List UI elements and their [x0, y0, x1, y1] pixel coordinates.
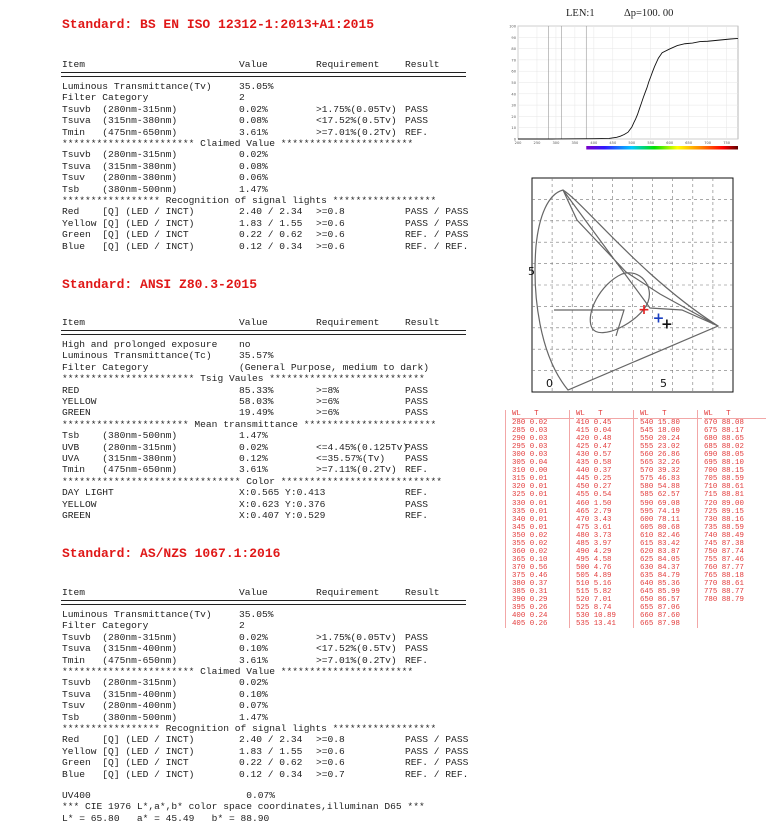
wl-column [633, 410, 702, 628]
table-cell: 0.08% [239, 115, 268, 127]
wl-row: 645 85.99 [640, 588, 680, 597]
cie-marker-blue: + [652, 310, 665, 327]
table-cell: 2.40 / 2.34 [239, 734, 303, 746]
cie-chromaticity-chart [530, 176, 735, 394]
wl-row: 370 0.56 [512, 563, 548, 572]
wl-row: 520 7.01 [576, 596, 612, 605]
table-cell: Luminous Transmittance(Tv) [62, 81, 212, 92]
footer-line: UV400 0.07% [62, 790, 276, 801]
table-cell: PASS / PASS [405, 745, 469, 757]
wl-row: 730 88.16 [704, 515, 744, 524]
table-cell: >=7.01%(0.2Tv) [316, 126, 397, 138]
table-cell: PASS [405, 631, 429, 643]
wl-row: 390 0.29 [512, 596, 548, 605]
table-cell: X:0.565 Y:0.413 [239, 487, 326, 499]
wl-row: 310 0.00 [512, 467, 548, 476]
table-cell: Red [Q] (LED / INCT) [62, 206, 195, 218]
table-cell: REF. [405, 464, 429, 476]
cie-marker-black: + [660, 316, 673, 333]
table-cell: Yellow [Q] (LED / INCT) [62, 217, 195, 229]
table-cell: REF. [405, 487, 429, 499]
table-cell: Luminous Transmittance(Tc) [62, 350, 212, 362]
wl-row: 565 32.26 [640, 459, 680, 468]
wl-row: 745 87.38 [704, 539, 744, 548]
column-header: Value [239, 59, 268, 70]
table-cell: 0.02% [239, 631, 268, 643]
wl-row: 675 88.17 [704, 427, 744, 436]
wl-row: 395 0.26 [512, 604, 548, 613]
y-tick-label: 30 [511, 103, 516, 108]
separator-line: ***************** Recognition of signal lights ****************** [62, 723, 437, 734]
table-cell: >=7.01%(0.2Tv) [316, 654, 397, 666]
wl-row [704, 604, 766, 612]
wl-row: 525 8.74 [576, 604, 612, 613]
table-cell: PASS [405, 643, 429, 655]
wl-row: 545 18.00 [640, 427, 680, 436]
table-cell: 3.61% [239, 464, 268, 476]
table-cell: 3.61% [239, 654, 268, 666]
x-tick-label: 650 [685, 141, 693, 145]
wl-row: 770 88.61 [704, 579, 744, 588]
table-cell: 0.07% [239, 700, 268, 712]
table-cell: Tmin (475nm-650nm) [62, 654, 178, 666]
table-cell: 1.83 / 1.55 [239, 217, 303, 229]
wl-row: 415 0.04 [576, 427, 612, 436]
table-cell: 0.02% [239, 441, 268, 453]
column-header: Requirement [316, 587, 380, 598]
wl-row: 420 0.48 [576, 435, 612, 444]
wl-row: 345 0.01 [512, 523, 548, 532]
wl-row: 405 0.26 [512, 620, 548, 629]
table-cell: REF. / PASS [405, 757, 469, 769]
table-cell: PASS [405, 396, 429, 407]
table-cell: REF. [405, 510, 429, 521]
table-cell: YELLOW [62, 498, 97, 510]
table-cell: >1.75%(0.05Tv) [316, 631, 397, 643]
wl-row: 590 69.08 [640, 499, 680, 508]
wl-row: 750 87.74 [704, 547, 744, 556]
table-cell: PASS [405, 453, 429, 464]
x-tick-label: 600 [666, 141, 674, 145]
table-cell: 35.05% [239, 609, 274, 620]
y-tick-label: 50 [511, 81, 516, 85]
table-cell: 35.05% [239, 81, 274, 92]
table-cell: Tsuvb (280nm-315nm) [62, 149, 178, 161]
table-cell: UVA (315nm-380nm) [62, 453, 178, 464]
wl-row: 605 80.68 [640, 523, 680, 532]
table-cell: 2.40 / 2.34 [239, 206, 303, 218]
wl-column [505, 410, 574, 628]
table-cell: no [239, 339, 251, 350]
wl-row: 620 83.87 [640, 547, 680, 556]
table-cell: 0.02% [239, 103, 268, 115]
wl-row: 695 88.10 [704, 459, 744, 468]
wl-row: 360 0.02 [512, 547, 548, 556]
wl-row: 425 0.47 [576, 443, 612, 452]
wl-row: 445 0.25 [576, 475, 612, 484]
table-cell: 0.10% [239, 643, 268, 655]
wl-row: 505 4.89 [576, 571, 612, 580]
table-cell: Tsb (380nm-500nm) [62, 430, 178, 442]
wl-row: 625 84.05 [640, 555, 680, 564]
wl-row: 385 0.31 [512, 588, 548, 597]
table-cell: Tsuvb (280nm-315nm) [62, 631, 178, 643]
table-cell: 1.83 / 1.55 [239, 745, 303, 757]
standard-title: Standard: ANSI Z80.3-2015 [62, 277, 258, 292]
wl-row [704, 612, 766, 620]
wl-row: 340 0.01 [512, 515, 548, 524]
y-tick-label: 20 [511, 114, 516, 119]
wl-row: 375 0.46 [512, 571, 548, 580]
table-cell: >=6% [316, 407, 340, 419]
x-tick-label: 200 [514, 141, 522, 145]
wl-row: 700 88.15 [704, 467, 744, 476]
wl-row [704, 620, 766, 628]
wl-row: 435 0.58 [576, 459, 612, 468]
origin-label: 0 [546, 377, 553, 390]
table-cell: 35.57% [239, 350, 274, 362]
header-rule [61, 600, 466, 601]
transmittance-spectrum-chart [506, 22, 744, 152]
table-cell: 1.47% [239, 183, 268, 195]
table-cell: >=0.6 [316, 745, 345, 757]
table-cell: Blue [Q] (LED / INCT) [62, 768, 195, 780]
separator-line: ********************** Mean transmittance *********************** [62, 418, 437, 430]
table-cell: 3.61% [239, 126, 268, 138]
y-tick-label: 10 [511, 126, 516, 131]
wl-row: 570 39.32 [640, 467, 680, 476]
delta-p-label: Δp=100. 00 [624, 8, 674, 19]
wl-row: 485 3.97 [576, 539, 612, 548]
table-cell: Tsuva (315nm-380nm) [62, 115, 178, 127]
wl-row: 450 0.27 [576, 483, 612, 492]
table-cell: RED [62, 384, 80, 396]
table-cell: >=6% [316, 396, 340, 407]
separator-line: *********************** Claimed Value *********************** [62, 138, 414, 149]
column-header: Value [239, 587, 268, 598]
table-cell: X:0.623 Y:0.376 [239, 498, 326, 510]
wl-row: 735 88.59 [704, 523, 744, 532]
table-cell: DAY LIGHT [62, 487, 114, 499]
wl-row: 410 0.45 [576, 419, 612, 428]
table-cell: UVB (280nm-315nm) [62, 441, 178, 453]
y-tick-label: 70 [511, 58, 516, 63]
wl-row: 400 0.24 [512, 612, 548, 621]
table-cell: GREEN [62, 510, 91, 521]
header-rule [61, 76, 466, 77]
wl-row: 550 20.24 [640, 435, 680, 444]
table-cell: <17.52%(0.5Tv) [316, 115, 397, 127]
table-cell: PASS [405, 441, 429, 453]
wl-row: 540 15.80 [640, 419, 680, 428]
wl-row: 295 0.03 [512, 443, 548, 452]
x-tick-label: 750 [723, 141, 731, 145]
wl-row: 610 82.46 [640, 531, 680, 540]
wl-row: 300 0.03 [512, 451, 548, 460]
wl-row: 595 74.19 [640, 507, 680, 516]
wl-row: 430 0.57 [576, 451, 612, 460]
table-cell: 0.02% [239, 677, 268, 689]
table-cell: Tsuvb (280nm-315nm) [62, 677, 178, 689]
separator-line: ***************** Recognition of signal lights ****************** [62, 195, 437, 206]
table-cell: Luminous Transmittance(Tv) [62, 609, 212, 620]
wl-row: 755 87.46 [704, 555, 744, 564]
table-cell: REF. / REF. [405, 768, 469, 780]
table-cell: Filter Category [62, 92, 149, 104]
table-cell: <=35.57%(Tv) [316, 453, 386, 464]
wl-column-header: WL T [512, 410, 574, 419]
y-tick-label: 80 [511, 47, 516, 52]
wl-row: 355 0.02 [512, 539, 548, 548]
axis-label-y: 5 [528, 265, 535, 278]
x-tick-label: 350 [571, 141, 579, 145]
table-cell: PASS / PASS [405, 734, 469, 746]
table-cell: High and prolonged exposure [62, 339, 218, 350]
table-cell: PASS / PASS [405, 206, 469, 218]
table-cell: PASS [405, 407, 429, 419]
table-cell: 2 [239, 620, 245, 632]
table-cell: >=0.8 [316, 734, 345, 746]
table-cell: Tsuva (315nm-380nm) [62, 160, 178, 172]
wl-column [569, 410, 638, 628]
table-cell: 0.06% [239, 172, 268, 184]
wl-row: 510 5.16 [576, 579, 612, 588]
table-cell: >=0.6 [316, 240, 345, 252]
table-cell: >=7.11%(0.2Tv) [316, 464, 397, 476]
table-cell: Blue [Q] (LED / INCT) [62, 240, 195, 252]
axis-label-x: 5 [660, 377, 667, 390]
table-cell: PASS / PASS [405, 217, 469, 229]
wl-row: 555 23.02 [640, 443, 680, 452]
table-cell: 0.02% [239, 149, 268, 161]
wl-row: 535 13.41 [576, 620, 616, 629]
table-cell: Yellow [Q] (LED / INCT) [62, 745, 195, 757]
table-cell: 1.47% [239, 430, 268, 442]
table-cell: Filter Category [62, 620, 149, 632]
table-cell: Filter Category [62, 361, 149, 373]
column-header: Item [62, 587, 86, 598]
wl-row: 600 78.11 [640, 515, 680, 524]
wl-row: 530 10.89 [576, 612, 616, 621]
wl-column-header: WL T [704, 410, 766, 419]
wl-row: 335 0.01 [512, 507, 548, 516]
len-label: LEN:1 [566, 8, 595, 19]
table-cell: <=4.45%(0.125Tv) [316, 441, 409, 453]
wl-row: 715 88.81 [704, 491, 744, 500]
table-cell: >1.75%(0.05Tv) [316, 103, 397, 115]
wl-row: 740 88.49 [704, 531, 744, 540]
wl-row: 580 54.88 [640, 483, 680, 492]
column-header: Requirement [316, 59, 380, 70]
table-cell: Tsb (380nm-500nm) [62, 183, 178, 195]
table-cell: 2 [239, 92, 245, 104]
wl-row: 365 0.10 [512, 555, 548, 564]
table-cell: PASS [405, 498, 429, 510]
column-header: Requirement [316, 317, 380, 328]
standard-title: Standard: AS/NZS 1067.1:2016 [62, 546, 281, 561]
wl-row: 650 86.57 [640, 596, 680, 605]
wl-row: 305 0.04 [512, 459, 548, 468]
x-tick-label: 400 [590, 141, 598, 145]
table-cell: 0.12 / 0.34 [239, 768, 303, 780]
table-cell: Red [Q] (LED / INCT) [62, 734, 195, 746]
wl-row: 470 3.43 [576, 515, 612, 524]
wl-row: 660 87.60 [640, 612, 680, 621]
column-header: Value [239, 317, 268, 328]
wl-row: 630 84.37 [640, 563, 680, 572]
table-cell: (General Purpose, medium to dark) [239, 361, 429, 373]
wl-row: 500 4.76 [576, 563, 612, 572]
table-cell: >=0.6 [316, 229, 345, 241]
table-cell: Tsuva (315nm-400nm) [62, 643, 178, 655]
separator-line: *********************** Claimed Value *********************** [62, 666, 414, 677]
footer-line: L* = 65.80 a* = 45.49 b* = 88.90 [62, 812, 270, 824]
wl-row: 495 4.58 [576, 555, 612, 564]
wl-row: 670 88.08 [704, 419, 744, 428]
table-cell: PASS [405, 115, 429, 127]
wl-row: 315 0.01 [512, 475, 548, 484]
wl-row: 465 2.79 [576, 507, 612, 516]
wl-row: 710 88.61 [704, 483, 744, 492]
separator-line: ******************************* Color **************************** [62, 475, 442, 487]
wl-row: 765 88.18 [704, 571, 744, 580]
table-cell: Tsuv (280nm-400nm) [62, 700, 178, 712]
wl-row: 285 0.03 [512, 427, 548, 436]
x-tick-label: 300 [552, 141, 560, 145]
wl-row: 640 85.36 [640, 579, 680, 588]
wl-row: 615 83.42 [640, 539, 680, 548]
table-cell: Tsb (380nm-500nm) [62, 711, 178, 723]
y-tick-label: 60 [511, 69, 516, 74]
table-cell: 0.10% [239, 688, 268, 700]
column-header: Result [405, 59, 440, 70]
table-cell: REF. [405, 654, 429, 666]
wl-row: 705 88.59 [704, 475, 744, 484]
y-tick-label: 100 [509, 24, 516, 29]
wl-row: 665 87.98 [640, 620, 680, 629]
wl-row: 680 88.65 [704, 435, 744, 444]
table-cell: 85.33% [239, 384, 274, 396]
table-cell: YELLOW [62, 396, 97, 407]
column-header: Item [62, 317, 86, 328]
y-tick-label: 40 [511, 92, 516, 97]
table-cell: REF. [405, 126, 429, 138]
wl-row: 775 88.77 [704, 588, 744, 597]
cie-marker-red: + [638, 301, 650, 318]
wl-column-header: WL T [576, 410, 638, 419]
wl-row: 350 0.02 [512, 531, 548, 540]
wl-row: 780 88.79 [704, 596, 744, 605]
wl-row: 635 84.79 [640, 571, 680, 580]
table-cell: X:0.407 Y:0.529 [239, 510, 326, 521]
wl-row: 690 88.05 [704, 451, 744, 460]
table-cell: Tmin (475nm-650nm) [62, 464, 178, 476]
x-tick-label: 550 [647, 141, 655, 145]
table-cell: Tsuv (280nm-380nm) [62, 172, 178, 184]
y-tick-label: 0 [513, 137, 516, 142]
table-cell: 0.12% [239, 453, 268, 464]
x-tick-label: 250 [533, 141, 541, 145]
table-cell: PASS [405, 103, 429, 115]
wl-row: 575 46.83 [640, 475, 680, 484]
visible-spectrum-bar [586, 146, 738, 150]
wl-row: 490 4.29 [576, 547, 612, 556]
wl-column-header: WL T [640, 410, 702, 419]
table-cell: Tsuva (315nm-400nm) [62, 688, 178, 700]
table-cell: REF. / REF. [405, 240, 469, 252]
column-header: Result [405, 587, 440, 598]
wl-row: 720 89.00 [704, 499, 744, 508]
separator-line: *********************** Tsig Vaules *************************** [62, 373, 425, 385]
table-cell: Green [Q] (LED / INCT [62, 229, 189, 241]
wl-column [697, 410, 766, 628]
footer-line: *** CIE 1976 L*,a*,b* color space coordinates,illuminan D65 *** [62, 801, 425, 813]
wl-row: 320 0.01 [512, 483, 548, 492]
table-cell: 0.12 / 0.34 [239, 240, 303, 252]
wl-row: 685 88.02 [704, 443, 744, 452]
header-rule [61, 72, 466, 73]
wl-row: 440 0.37 [576, 467, 612, 476]
table-cell: <17.52%(0.5Tv) [316, 643, 397, 655]
wl-row: 760 87.77 [704, 563, 744, 572]
x-tick-label: 700 [704, 141, 712, 145]
x-tick-label: 450 [609, 141, 617, 145]
header-rule [61, 334, 466, 335]
wl-row: 330 0.01 [512, 499, 548, 508]
x-tick-label: 500 [628, 141, 636, 145]
wl-row: 725 89.15 [704, 507, 744, 516]
table-cell: 0.22 / 0.62 [239, 757, 303, 769]
table-cell: 19.49% [239, 407, 274, 419]
table-cell: Tsuvb (280nm-315nm) [62, 103, 178, 115]
table-cell: GREEN [62, 407, 91, 419]
wl-row: 585 62.57 [640, 491, 680, 500]
table-cell: 0.08% [239, 160, 268, 172]
column-header: Item [62, 59, 86, 70]
header-rule [61, 330, 466, 331]
wl-row: 460 1.50 [576, 499, 612, 508]
wl-row: 480 3.73 [576, 531, 612, 540]
standard-title: Standard: BS EN ISO 12312-1:2013+A1:2015 [62, 17, 375, 32]
wl-row: 325 0.01 [512, 491, 548, 500]
wl-row: 455 0.54 [576, 491, 612, 500]
wl-row: 280 0.02 [512, 419, 548, 428]
table-cell: >=8% [316, 384, 340, 396]
table-cell: Green [Q] (LED / INCT [62, 757, 189, 769]
wl-row: 560 26.86 [640, 451, 680, 460]
wl-row: 515 5.82 [576, 588, 612, 597]
wl-row: 655 87.06 [640, 604, 680, 613]
table-cell: 0.22 / 0.62 [239, 229, 303, 241]
wl-row: 475 3.61 [576, 523, 612, 532]
wl-row: 290 0.03 [512, 435, 548, 444]
table-cell: PASS [405, 384, 429, 396]
table-cell: >=0.8 [316, 206, 345, 218]
column-header: Result [405, 317, 440, 328]
table-cell: 1.47% [239, 711, 268, 723]
header-rule [61, 604, 466, 605]
table-cell: >=0.7 [316, 768, 345, 780]
table-cell: >=0.6 [316, 217, 345, 229]
table-cell: Tmin (475nm-650nm) [62, 126, 178, 138]
table-cell: >=0.6 [316, 757, 345, 769]
table-cell: REF. / PASS [405, 229, 469, 241]
table-cell: 58.03% [239, 396, 274, 407]
wl-row: 380 0.37 [512, 579, 548, 588]
y-tick-label: 90 [511, 35, 516, 40]
